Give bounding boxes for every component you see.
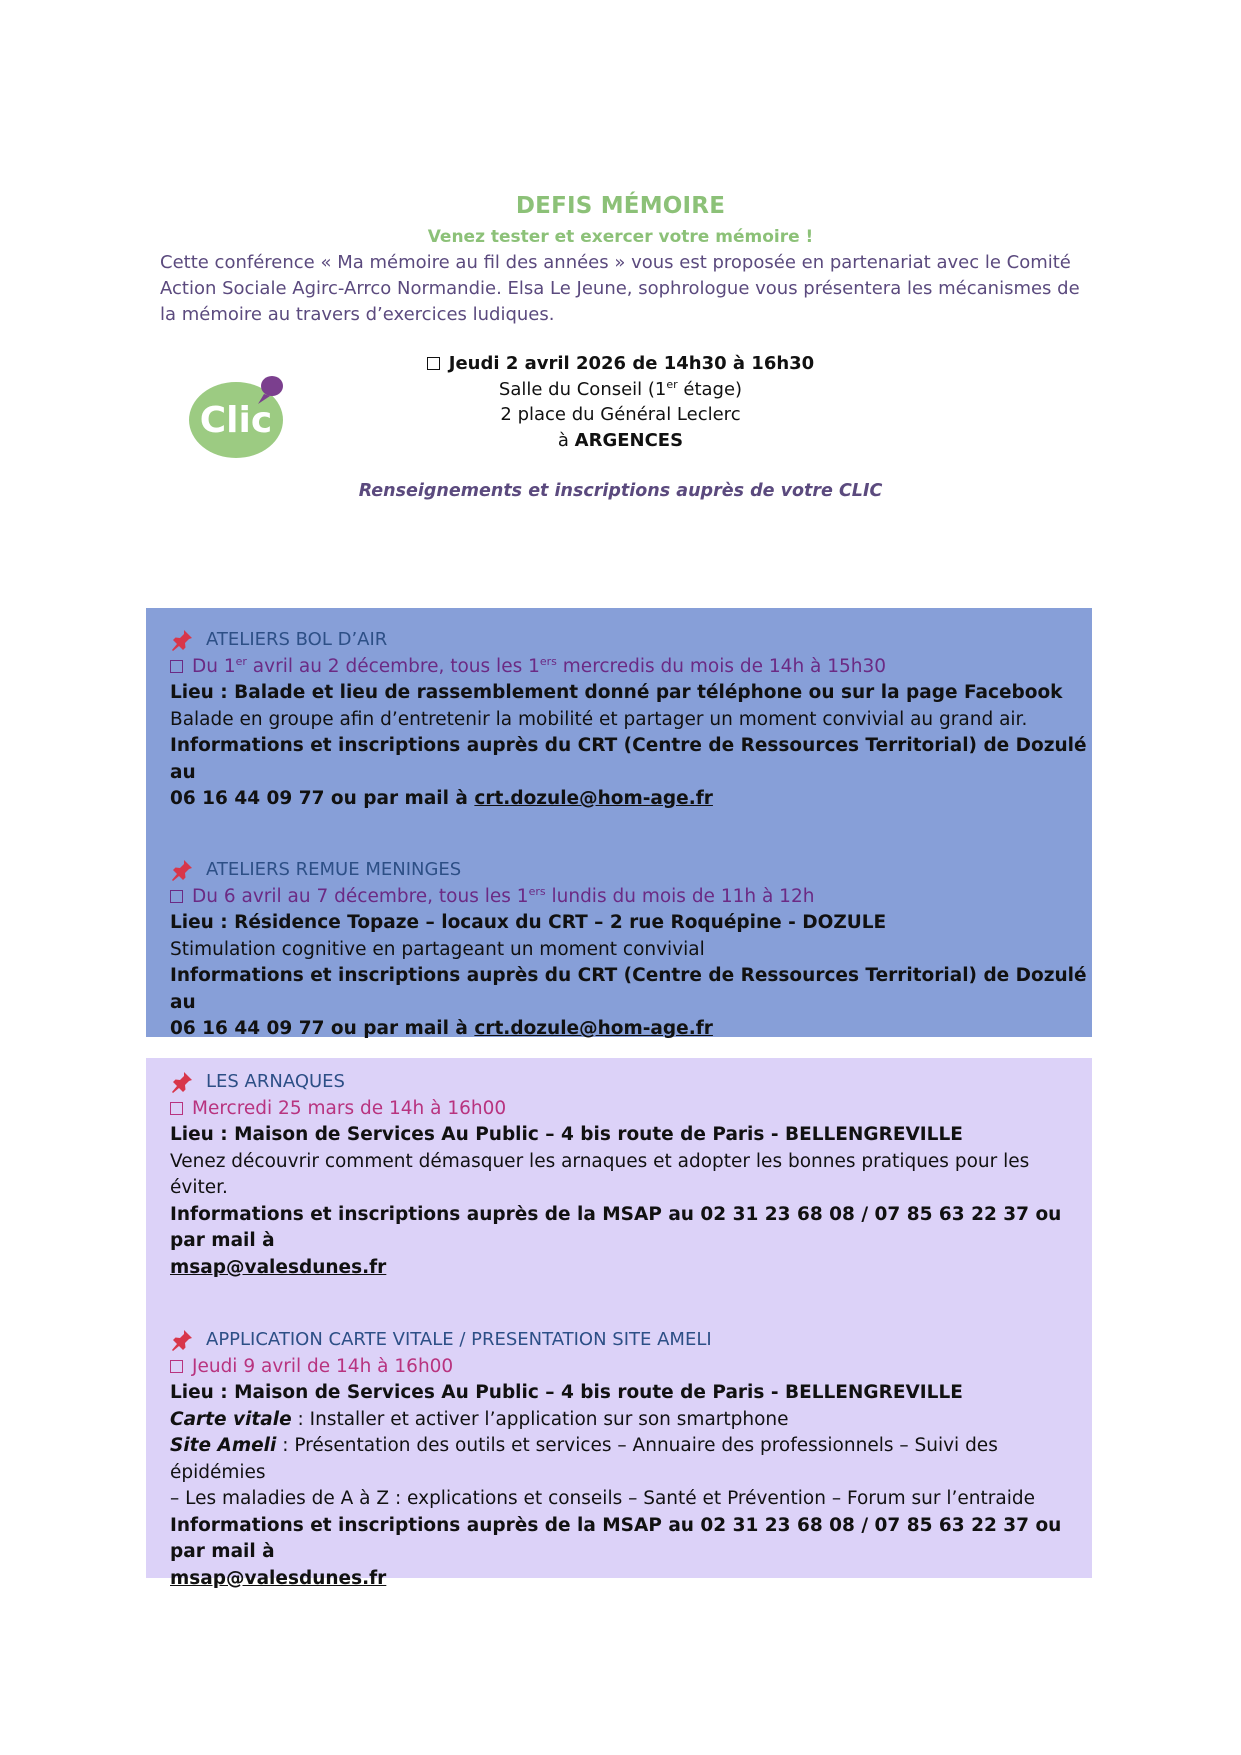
event-place-suffix: étage): [677, 378, 743, 400]
contact-text: 06 16 44 09 77 ou par mail à: [170, 788, 475, 809]
pushpin-icon: [170, 858, 194, 882]
activity-title: ATELIERS BOL D’AIR: [206, 629, 388, 650]
email-link[interactable]: msap@valesdunes.fr: [170, 1256, 387, 1278]
activity-title: APPLICATION CARTE VITALE / PRESENTATION SITE AMELI: [206, 1329, 712, 1350]
activity-title: ATELIERS REMUE MENINGES: [206, 859, 462, 880]
activity-carte-vitale: [170, 1327, 1090, 1592]
event-details: [0, 351, 1241, 453]
activity-date: [170, 884, 1090, 911]
date-part: lundis du mois de 11h à 12h: [545, 885, 815, 907]
carte-text: : Installer et activer l’application sur son smartphone: [291, 1408, 789, 1430]
activity-date: [170, 1096, 1090, 1123]
page-title: DEFIS MÉMOIRE: [515, 193, 726, 219]
activity-location: Lieu : Résidence Topaze – locaux du CRT – 2 rue Roquépine - DOZULE: [170, 912, 887, 933]
event-city-line: [0, 428, 1241, 454]
email-link[interactable]: crt.dozule@hom-age.fr: [474, 1018, 713, 1039]
activity-description: Balade en groupe afin d’entretenir la mobilité et partager un moment convivial au grand air.: [170, 708, 1028, 730]
checkbox-icon: [427, 357, 440, 370]
activity-info: Informations et inscriptions auprès du CRT (Centre de Ressources Territorial) de Dozulé au: [170, 735, 1087, 783]
contact-text: 06 16 44 09 77 ou par mail à: [170, 1018, 475, 1039]
event-info: Renseignements et inscriptions auprès de votre CLIC: [358, 481, 883, 501]
date-sup: ers: [528, 884, 546, 898]
activity-heading: [170, 1327, 1090, 1354]
activity-info: Informations et inscriptions auprès de la MSAP au 02 31 23 68 08 / 07 85 63 22 37 ou par mail à: [170, 1203, 1062, 1251]
activity-heading: [170, 857, 1090, 884]
activity-les-arnaques: [170, 1069, 1090, 1281]
site-text: : Présentation des outils et services – Annuaire des professionnels – Suivi des épidémies: [170, 1435, 998, 1483]
pushpin-icon: [170, 1328, 194, 1352]
email-link[interactable]: crt.dozule@hom-age.fr: [474, 788, 713, 809]
date-part: Jeudi 9 avril de 14h à 16h00: [192, 1355, 454, 1377]
event-date: Jeudi 2 avril 2026 de 14h30 à 16h30: [448, 353, 815, 374]
site-label: Site Ameli: [170, 1435, 277, 1456]
activity-date: [170, 654, 1090, 681]
date-part: Du 1: [192, 655, 236, 677]
activity-ateliers-bol-dair: [170, 627, 1090, 813]
event-date-line: [0, 351, 1241, 377]
activity-location: Lieu : Maison de Services Au Public – 4 bis route de Paris - BELLENGREVILLE: [170, 1124, 963, 1145]
date-part: mercredis du mois de 14h à 15h30: [556, 655, 887, 677]
event-city: ARGENCES: [574, 429, 684, 451]
activity-ateliers-remue-meninges: [170, 857, 1090, 1043]
checkbox-icon: [170, 1360, 183, 1373]
activity-contact: [170, 1016, 1090, 1043]
email-link[interactable]: msap@valesdunes.fr: [170, 1567, 387, 1589]
activity-location: Lieu : Maison de Services Au Public – 4 bis route de Paris - BELLENGREVILLE: [170, 1382, 963, 1403]
activity-info: Informations et inscriptions auprès de la MSAP au 02 31 23 68 08 / 07 85 63 22 37 ou par mail à: [170, 1514, 1062, 1562]
activity-site-line: [170, 1433, 1090, 1486]
event-city-prefix: à: [557, 429, 575, 451]
date-part: avril au 2 décembre, tous les 1: [246, 655, 540, 677]
date-part: Mercredi 25 mars de 14h à 16h00: [192, 1097, 507, 1119]
pushpin-icon: [170, 628, 194, 652]
logo-text: Clic: [199, 400, 273, 441]
checkbox-icon: [170, 1102, 183, 1115]
activity-heading: [170, 627, 1090, 654]
checkbox-icon: [170, 660, 183, 673]
event-place-text: Salle du Conseil (1: [498, 378, 667, 400]
event-place-sup: er: [666, 377, 678, 391]
activity-carte-vitale-line: [170, 1407, 1090, 1434]
activity-site-line-2: – Les maladies de A à Z : explications et conseils – Santé et Prévention – Forum sur l’entraide: [170, 1488, 1035, 1509]
activity-date: [170, 1354, 1090, 1381]
page-subtitle: Venez tester et exercer votre mémoire !: [427, 227, 814, 247]
pushpin-icon: [170, 1070, 194, 1094]
activity-title: LES ARNAQUES: [206, 1071, 345, 1092]
event-address: 2 place du Général Leclerc: [500, 404, 741, 425]
checkbox-icon: [170, 890, 183, 903]
activity-contact: [170, 786, 1090, 813]
date-sup: er: [235, 654, 247, 668]
intro-paragraph: Cette conférence « Ma mémoire au fil des années » vous est proposée en partenariat avec le Comité Action Sociale Agirc-Arrco Normandie. Elsa Le Jeune, sophrologue vous présentera les mécanismes de la mémoire au travers d’exercices ludiques.: [160, 252, 1080, 325]
activity-heading: [170, 1069, 1090, 1096]
date-sup: ers: [539, 654, 557, 668]
activity-description: Stimulation cognitive en partageant un moment convivial: [170, 938, 705, 960]
activity-info: Informations et inscriptions auprès du CRT (Centre de Ressources Territorial) de Dozulé au: [170, 965, 1087, 1013]
activity-description: Venez découvrir comment démasquer les arnaques et adopter les bonnes pratiques pour les éviter.: [170, 1150, 1030, 1198]
activity-location: Lieu : Balade et lieu de rassemblement donné par téléphone ou sur la page Facebook: [170, 682, 1063, 703]
carte-label: Carte vitale: [170, 1408, 292, 1430]
event-place: [0, 377, 1241, 403]
date-part: Du 6 avril au 7 décembre, tous les 1: [192, 885, 529, 907]
